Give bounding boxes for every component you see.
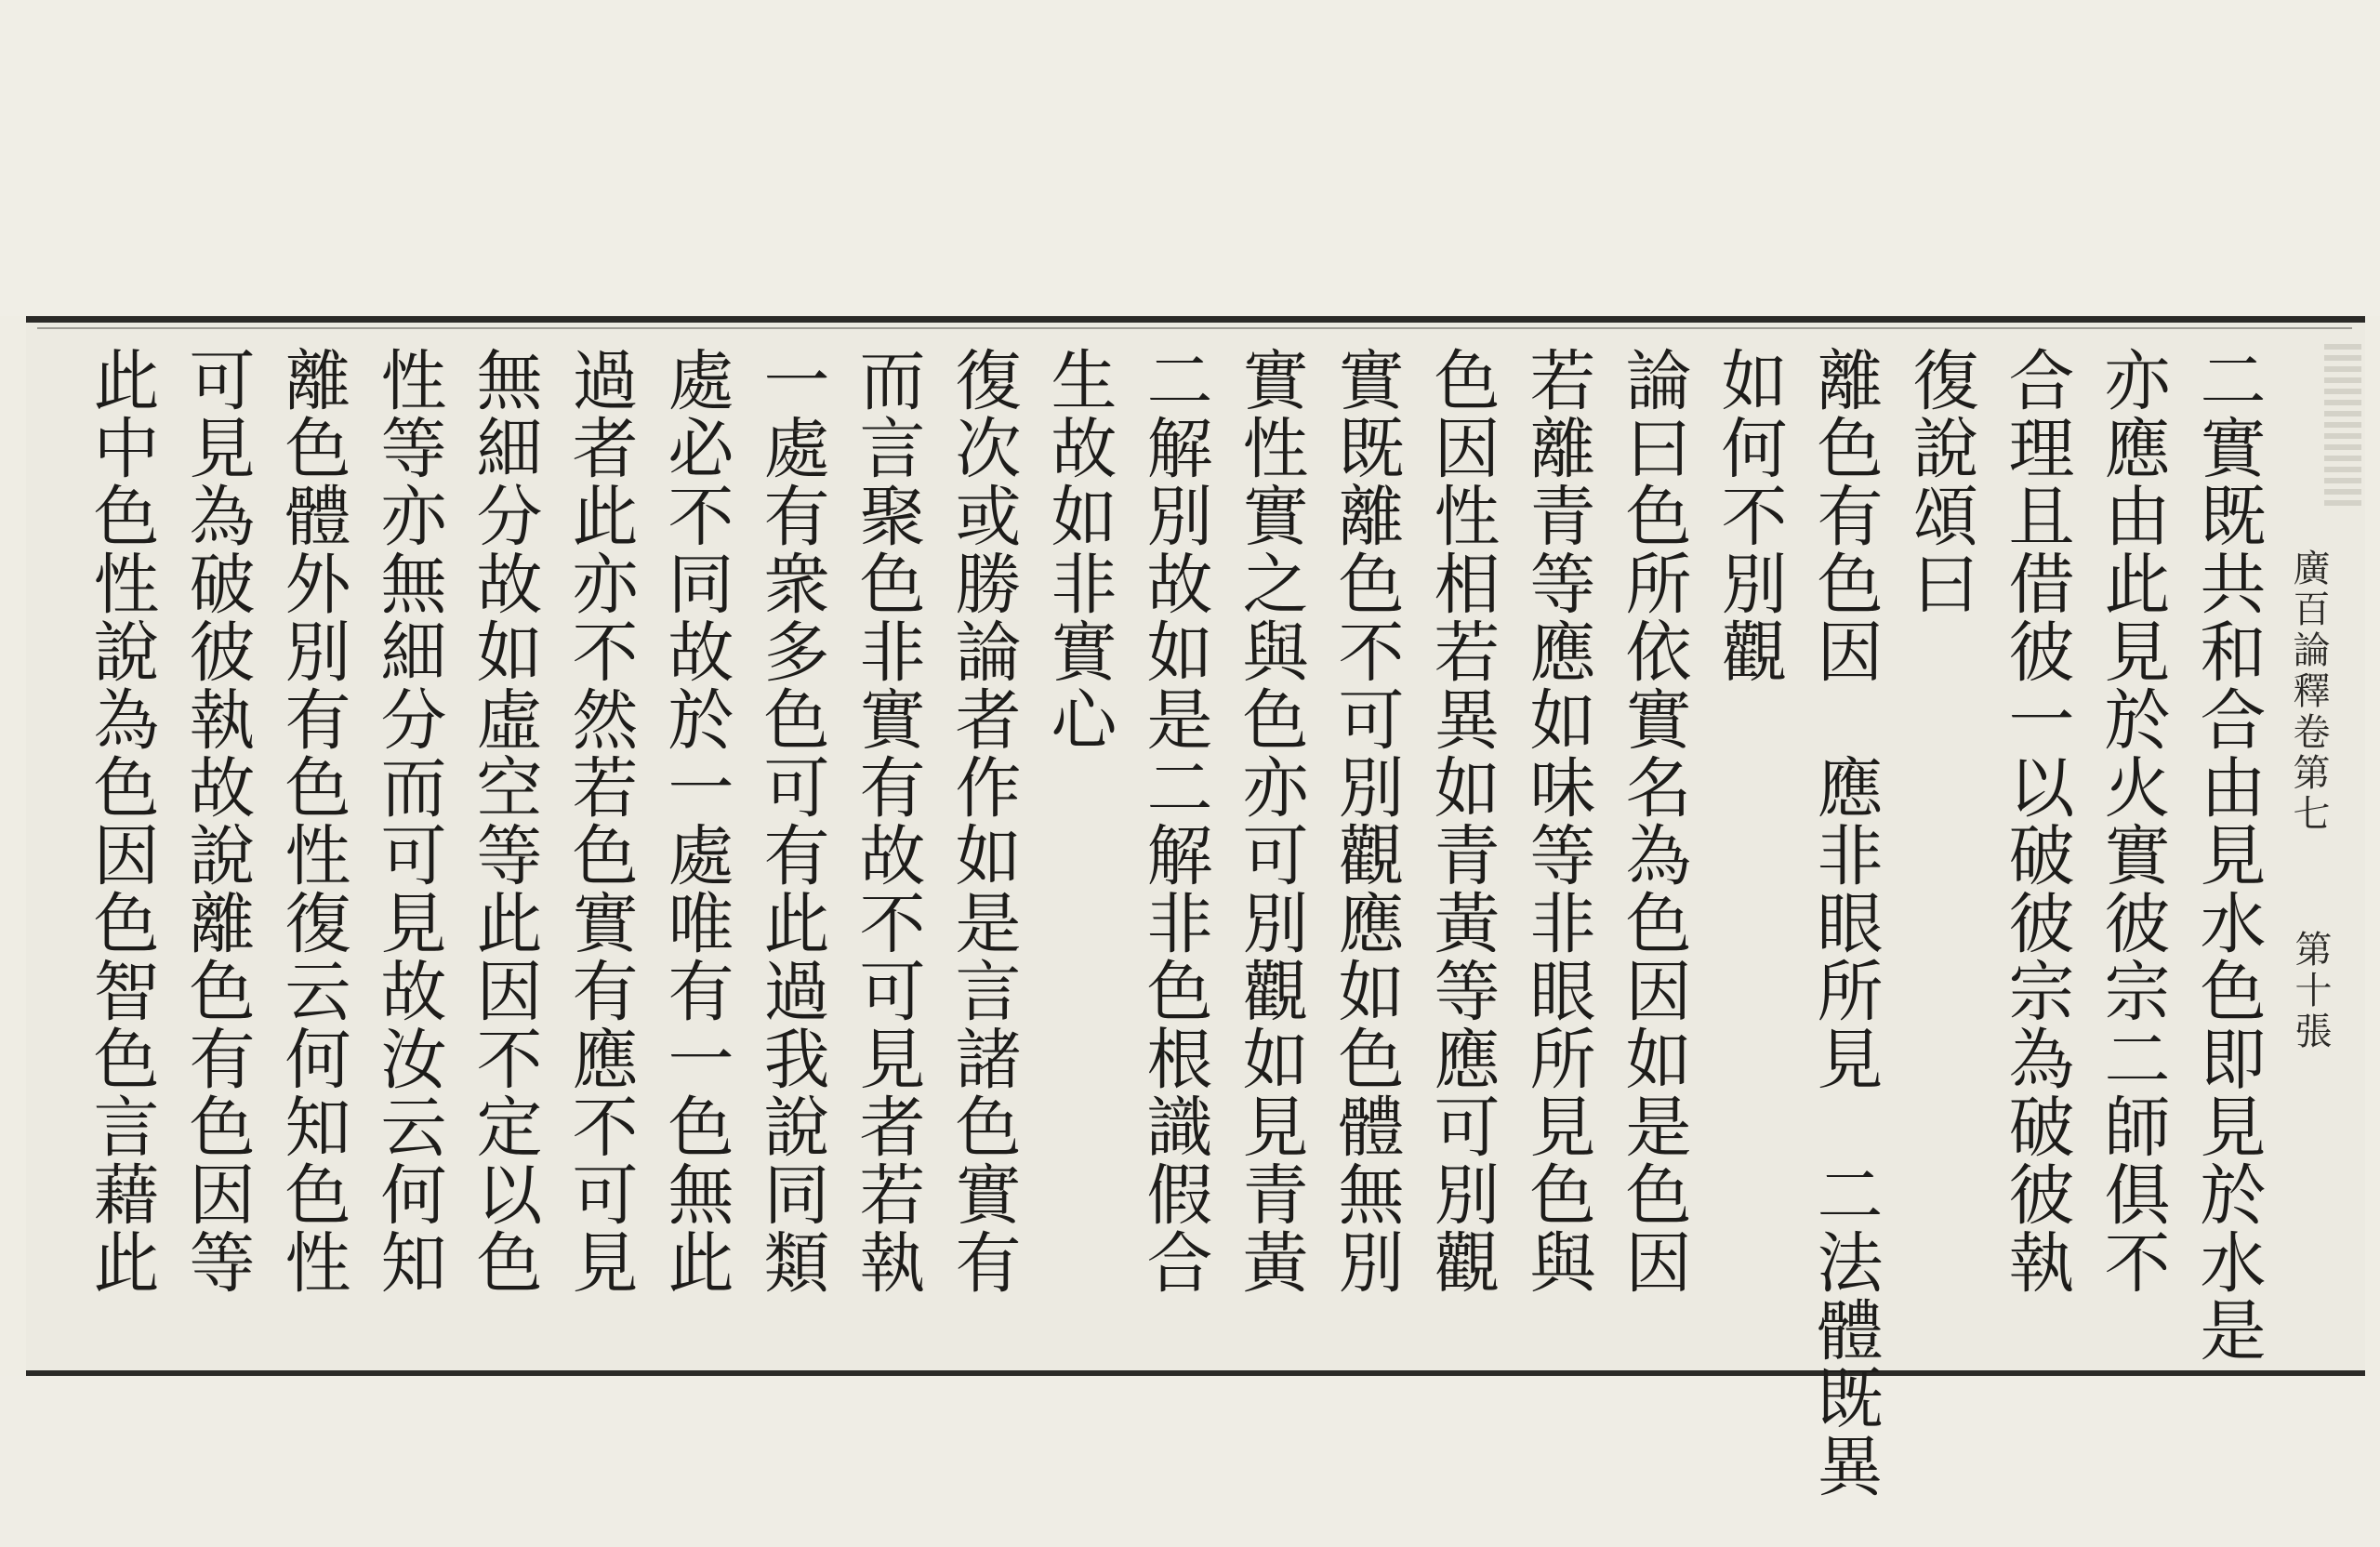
text-column: 生故如非實心 [1040, 346, 1117, 753]
text-column: 而言聚色非實有故不可見者若執 [849, 346, 926, 1296]
text-column: 亦應由此見於火實彼宗二師俱不 [2094, 346, 2171, 1296]
text-column: 此中色性說為色因色智色言藉此 [83, 346, 160, 1296]
text-column: 離色有色因 應非眼所見 二法體既異 [1806, 346, 1884, 1500]
text-column: 離色體外別有色性復云何知色性 [274, 346, 351, 1296]
text-column: 合理且借彼一以破彼宗為破彼執 [1998, 346, 2075, 1296]
paper-bottom-margin [0, 1376, 2380, 1547]
text-column: 過者此亦不然若色實有應不可見 [562, 346, 639, 1296]
text-column: 實既離色不可別觀應如色體無別 [1328, 346, 1405, 1296]
text-column: 無細分故如虛空等此因不定以色 [466, 346, 543, 1296]
text-column: 性等亦無細分而可見故汝云何知 [370, 346, 447, 1296]
text-column: 復次或勝論者作如是言諸色實有 [945, 346, 1022, 1296]
text-column: 論曰色所依實名為色因如是色因 [1615, 346, 1692, 1296]
text-column: 色因性相若異如青黃等應可別觀 [1423, 346, 1501, 1296]
top-inner-rule [37, 327, 2352, 329]
text-column: 如何不別觀 [1711, 346, 1788, 685]
text-column: 可見為破彼執故說離色有色因等 [178, 346, 256, 1296]
edge-worn-mark [2324, 344, 2361, 511]
text-column: 實性實之與色亦可別觀如見青黃 [1232, 346, 1309, 1296]
text-column: 二解別故如是二解非色根識假合 [1136, 346, 1213, 1296]
margin-title: 廣百論釋卷第七 [2287, 549, 2330, 835]
text-column: 處必不同故於一處唯有一色無此 [657, 346, 734, 1296]
text-column: 二實既共和合由見水色即見於水是 [2189, 346, 2267, 1364]
text-column: 一處有衆多色可有此過我說同類 [753, 346, 830, 1296]
top-border-rule [26, 316, 2365, 323]
text-column: 若離青等應如味等非眼所見色與 [1519, 346, 1596, 1296]
margin-page-number: 第十張 [2289, 930, 2332, 1052]
paper-top-margin [0, 0, 2380, 316]
text-column: 復說頌曰 [1902, 346, 1979, 617]
